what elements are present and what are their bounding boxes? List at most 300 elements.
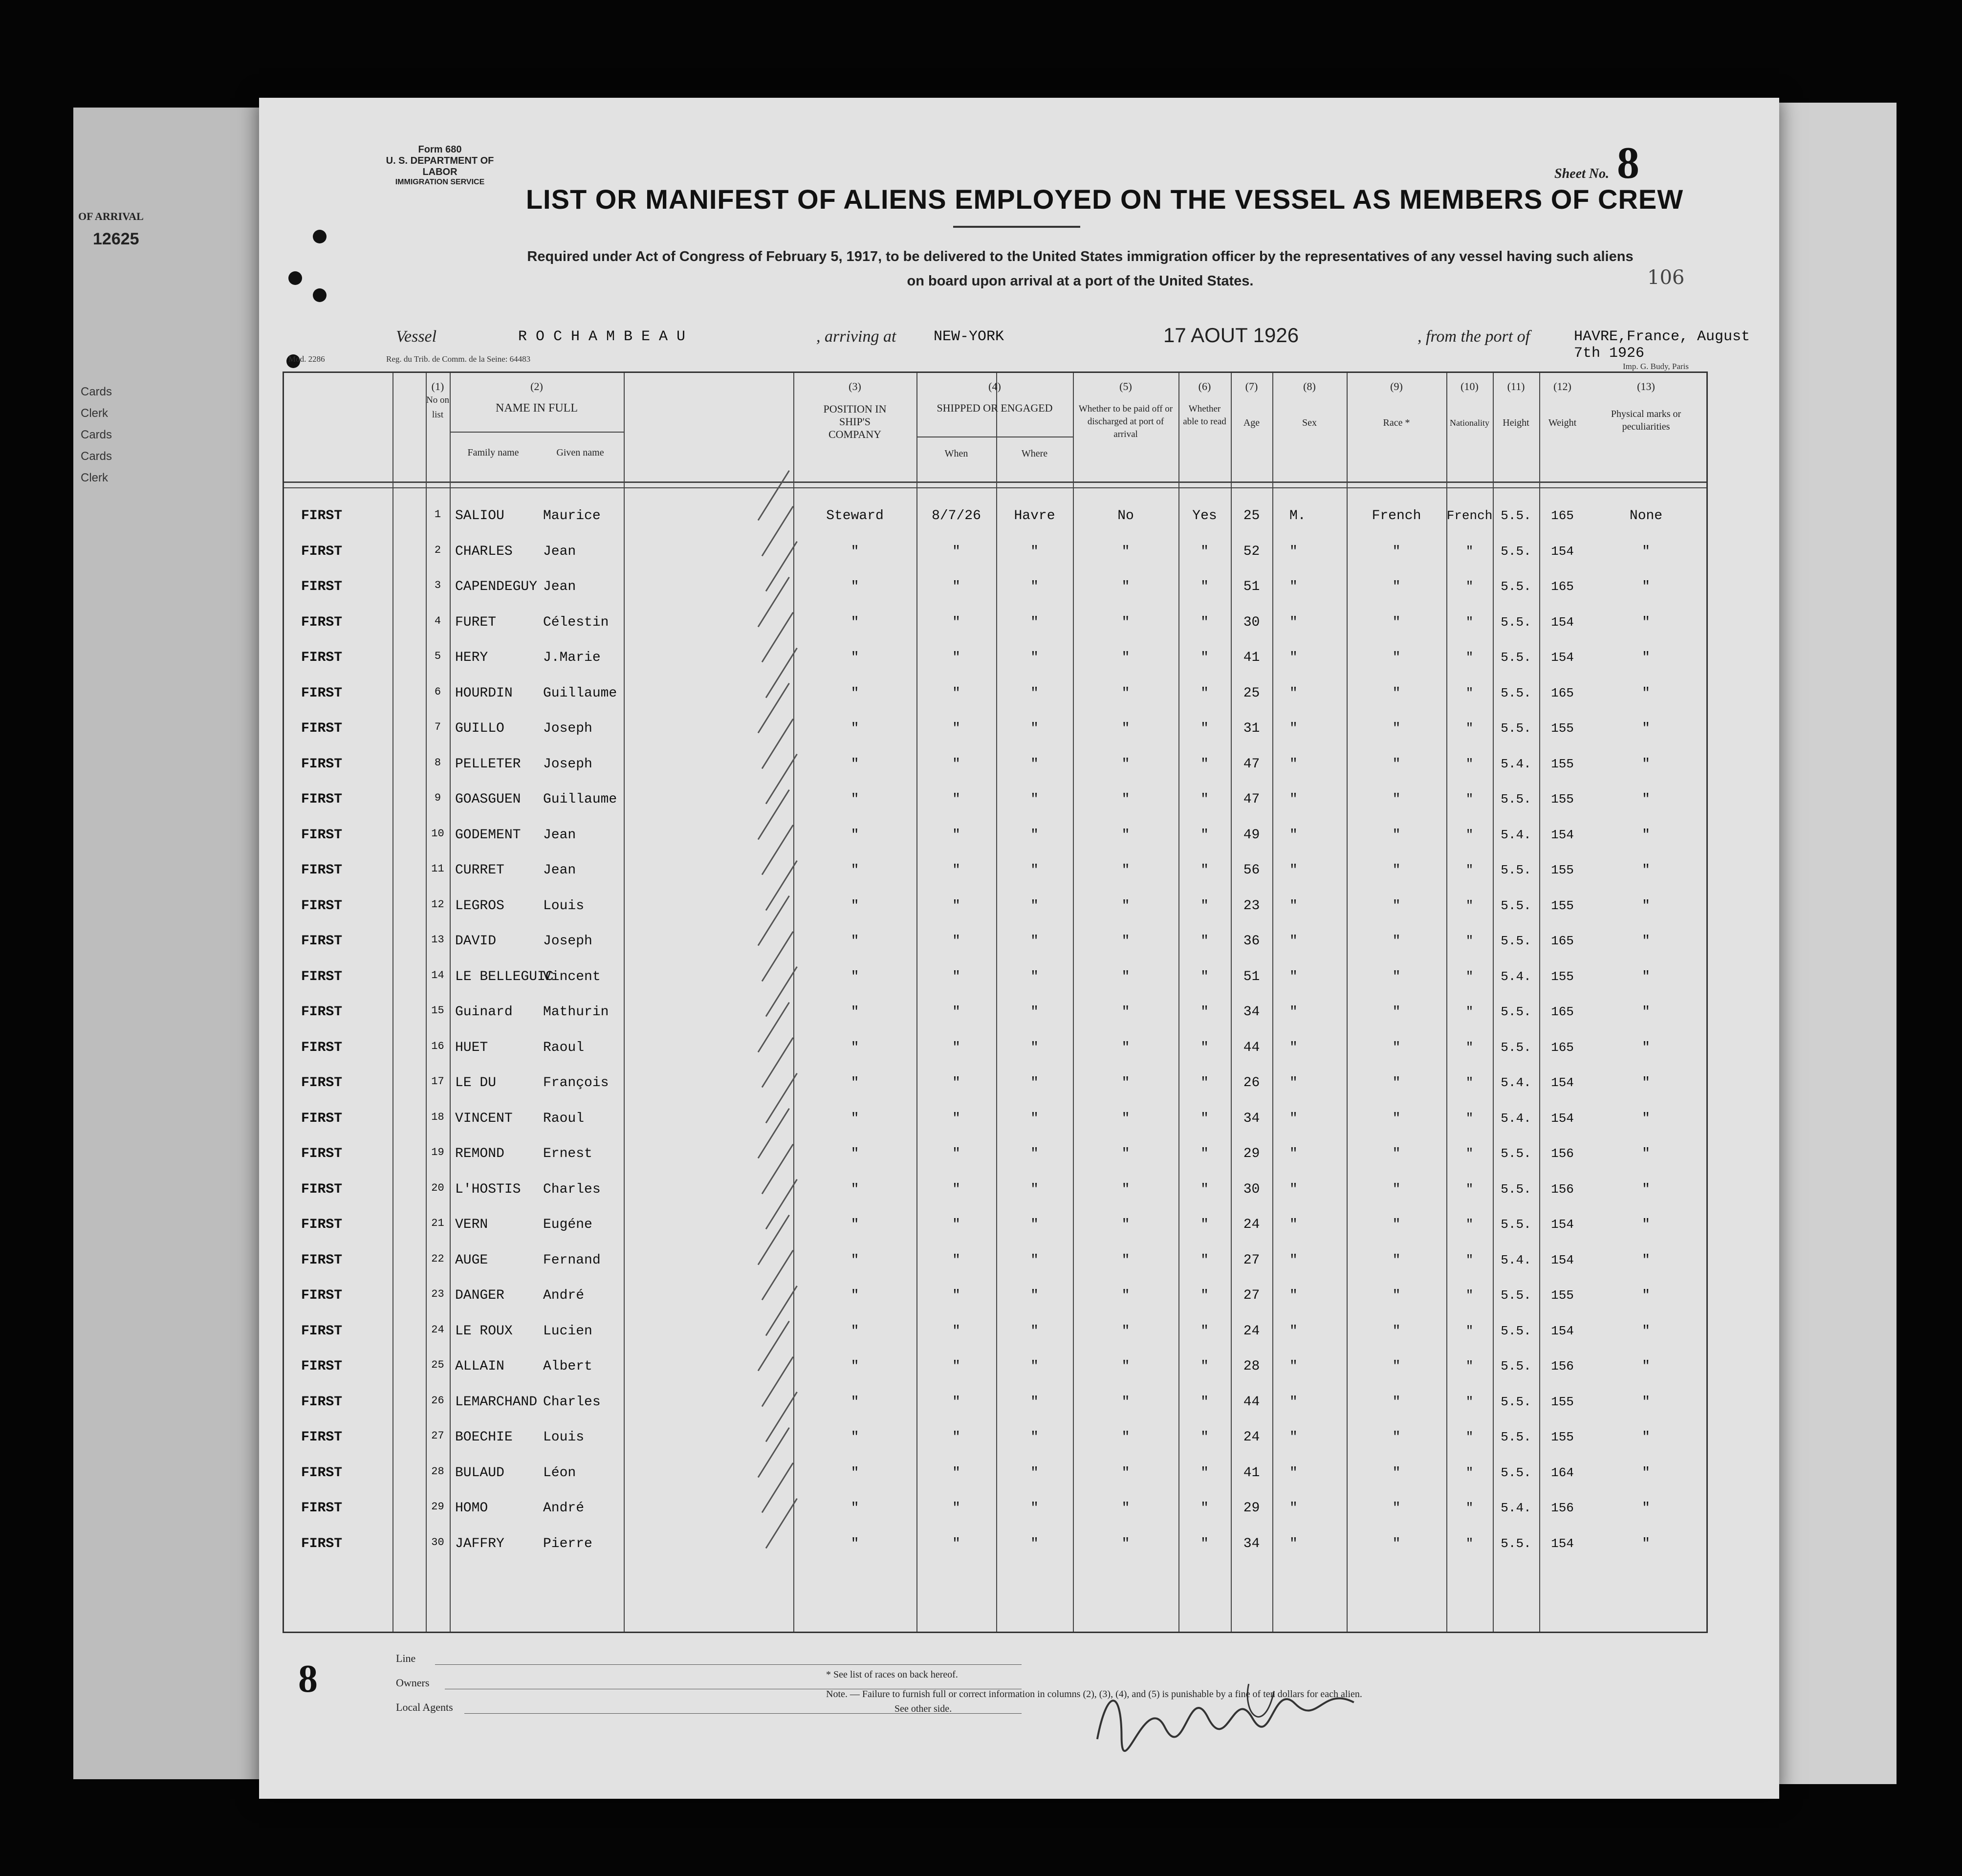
col12-header [1539, 380, 1586, 429]
cell-sex: " [1289, 1181, 1298, 1197]
cell-height: 5.5. [1501, 1288, 1531, 1303]
cell-position: " [850, 579, 859, 594]
cell-nationality: " [1465, 1040, 1474, 1055]
given-name-header: Given name [556, 447, 604, 458]
cell-age: 31 [1243, 721, 1260, 736]
cell-nationality: " [1465, 544, 1474, 559]
cell-weight: 156 [1551, 1359, 1574, 1374]
cell-race: " [1392, 721, 1401, 736]
cell-weight: 165 [1551, 508, 1574, 523]
col4-header [916, 380, 1073, 414]
cell-no: 12 [431, 898, 444, 911]
cell-sex: " [1289, 1394, 1298, 1410]
col-number: (4) [988, 380, 1001, 393]
cell-height: 5.5. [1501, 685, 1531, 700]
cell-no: 14 [431, 969, 444, 982]
cell-position: " [850, 1146, 859, 1161]
cell-weight: 154 [1551, 1217, 1574, 1232]
cell-where: " [1030, 1252, 1039, 1268]
col-title: Whether able to read [1183, 404, 1226, 427]
cell-marks: " [1642, 1040, 1650, 1055]
col-number: (9) [1390, 380, 1403, 393]
cell-marks: " [1642, 614, 1650, 630]
cell-paid: " [1121, 1501, 1130, 1516]
cell-where: " [1030, 1394, 1039, 1410]
cell-race: " [1392, 934, 1401, 949]
cell-where: " [1030, 1536, 1039, 1551]
table-row [284, 1460, 1706, 1495]
cell-marks: " [1642, 827, 1650, 843]
cell-where: " [1030, 614, 1039, 630]
cell-marks: " [1642, 1359, 1650, 1374]
col10-header [1446, 380, 1493, 429]
cell-weight: 165 [1551, 579, 1574, 594]
cell-race: " [1392, 614, 1401, 630]
cell-age: 44 [1243, 1394, 1260, 1410]
col-title: SHIPPED OR ENGAGED [937, 402, 1053, 414]
cell-sex: " [1289, 1217, 1298, 1232]
cell-age: 24 [1243, 1217, 1260, 1232]
cell-family: GUILLO [455, 721, 504, 736]
cell-no: 3 [434, 579, 441, 591]
cell-age: 51 [1243, 579, 1260, 594]
table-row [284, 715, 1706, 751]
col-title: Age [1243, 417, 1260, 428]
cell-sex: " [1289, 756, 1298, 772]
cell-height: 5.4. [1501, 756, 1531, 771]
cell-paid: " [1121, 1004, 1130, 1020]
cell-height: 5.5. [1501, 1465, 1531, 1480]
cell-age: 51 [1243, 969, 1260, 984]
registration: Reg. du Trib. de Comm. de la Seine: 64483 [386, 354, 531, 364]
cell-class: FIRST [301, 1359, 343, 1374]
col-title: Physical marks or peculiarities [1611, 409, 1681, 432]
cell-sex: " [1289, 792, 1298, 807]
cell-weight: 154 [1551, 650, 1574, 665]
cell-class: FIRST [301, 1181, 343, 1197]
cell-nationality: " [1465, 792, 1474, 807]
cell-when: 8/7/26 [932, 508, 981, 524]
cell-nationality: " [1465, 898, 1474, 913]
cell-marks: " [1642, 863, 1650, 878]
cell-family: CAPENDEGUY [455, 579, 538, 594]
printer: Imp. G. Budy, Paris [1623, 362, 1689, 371]
col-number: (12) [1553, 380, 1571, 393]
cell-weight: 165 [1551, 685, 1574, 700]
cell-age: 23 [1243, 898, 1260, 914]
cell-race: " [1392, 969, 1401, 984]
cell-height: 5.5. [1501, 1217, 1531, 1232]
cell-read: " [1200, 1465, 1209, 1481]
service-name: IMMIGRATION SERVICE [395, 178, 485, 186]
cell-given: Joseph [543, 721, 592, 736]
cell-nationality: " [1465, 685, 1474, 700]
cell-age: 41 [1243, 650, 1260, 665]
cell-nationality: " [1465, 969, 1474, 984]
cell-race: " [1392, 1536, 1401, 1551]
cell-when: " [952, 792, 960, 807]
form-number: Form 680 [418, 144, 462, 155]
cell-race: " [1392, 1111, 1401, 1126]
cell-position: " [850, 1323, 859, 1339]
cell-nationality: " [1465, 1111, 1474, 1126]
col-title: Weight [1548, 417, 1577, 428]
cell-position: " [850, 1111, 859, 1126]
cell-age: 52 [1243, 544, 1260, 559]
cell-race: " [1392, 1359, 1401, 1374]
cell-weight: 154 [1551, 1075, 1574, 1090]
subtitle [371, 244, 1789, 293]
cell-marks: " [1642, 1536, 1650, 1551]
officer-signature [1086, 1653, 1367, 1767]
col9-header [1347, 380, 1446, 429]
cell-race: " [1392, 1217, 1401, 1232]
cell-when: " [952, 1430, 960, 1445]
cell-weight: 154 [1551, 544, 1574, 559]
cell-class: FIRST [301, 1465, 343, 1481]
table-row [284, 1105, 1706, 1141]
cell-position: " [850, 1217, 859, 1232]
cell-no: 8 [434, 756, 441, 769]
arrival-label: OF ARRIVAL [78, 210, 144, 222]
cell-when: " [952, 898, 960, 914]
cell-marks: " [1642, 898, 1650, 914]
cell-read: " [1200, 614, 1209, 630]
cell-sex: " [1289, 934, 1298, 949]
cell-sex: " [1289, 1252, 1298, 1268]
cell-race: " [1392, 1252, 1401, 1268]
cell-sex: " [1289, 1146, 1298, 1161]
cell-class: FIRST [301, 1536, 343, 1551]
cell-given: Ernest [543, 1146, 592, 1161]
cell-when: " [952, 1501, 960, 1516]
cell-nationality: " [1465, 756, 1474, 771]
cell-age: 34 [1243, 1004, 1260, 1020]
cell-age: 47 [1243, 756, 1260, 772]
cell-paid: " [1121, 1040, 1130, 1055]
cell-when: " [952, 863, 960, 878]
cell-read: " [1200, 934, 1209, 949]
cards-item: Clerk [81, 407, 109, 420]
vessel-label: Vessel [396, 327, 437, 346]
col-title: NAME IN FULL [496, 402, 578, 414]
cell-class: FIRST [301, 1288, 343, 1303]
cell-when: " [952, 650, 960, 665]
cell-marks: " [1642, 650, 1650, 665]
cell-read: " [1200, 685, 1209, 701]
cell-where: " [1030, 1217, 1039, 1232]
cell-given: Charles [543, 1181, 601, 1197]
cell-where: " [1030, 1288, 1039, 1303]
cell-height: 5.5. [1501, 579, 1531, 594]
cell-where: " [1030, 1430, 1039, 1445]
col5-header [1073, 380, 1178, 441]
cell-weight: 154 [1551, 1111, 1574, 1126]
cell-paid: " [1121, 863, 1130, 878]
cell-given: Maurice [543, 508, 601, 524]
cell-read: " [1200, 1252, 1209, 1268]
col6-header [1178, 380, 1231, 428]
cell-weight: 165 [1551, 1004, 1574, 1019]
cell-family: REMOND [455, 1146, 504, 1161]
name-subheader-rule [450, 432, 624, 433]
col-title: Race * [1383, 417, 1410, 428]
cell-class: FIRST [301, 863, 343, 878]
from-port: HAVRE,France, August 7th 1926 [1574, 328, 1750, 362]
subtitle-line: Required under Act of Congress of February 5, 1917, to be delivered to the United States immigration officer by the representatives of any vessel having such aliens [527, 249, 1634, 264]
cell-read: " [1200, 1217, 1209, 1232]
cell-family: LE BELLEGUIC [455, 969, 554, 984]
manifest-sheet [259, 98, 1779, 1799]
punch-hole [313, 230, 327, 243]
cell-when: " [952, 934, 960, 949]
cell-read: " [1200, 969, 1209, 984]
cell-family: LEGROS [455, 898, 504, 914]
cell-family: HERY [455, 650, 488, 665]
cell-sex: " [1289, 1465, 1298, 1481]
cell-read: " [1200, 1075, 1209, 1091]
cell-race: " [1392, 898, 1401, 914]
cell-class: FIRST [301, 1394, 343, 1410]
cell-family: VINCENT [455, 1111, 513, 1126]
cell-age: 24 [1243, 1323, 1260, 1339]
title-underline [953, 226, 1080, 228]
cell-nationality: " [1465, 721, 1474, 736]
crew-table [283, 371, 1708, 1633]
cell-weight: 154 [1551, 827, 1574, 842]
cell-height: 5.5. [1501, 934, 1531, 948]
cell-position: " [850, 614, 859, 630]
cell-when: " [952, 969, 960, 984]
cell-race: " [1392, 650, 1401, 665]
col7-header [1231, 380, 1272, 429]
cell-family: VERN [455, 1217, 488, 1232]
shipped-subheader-rule [916, 436, 1073, 437]
cell-marks: " [1642, 1323, 1650, 1339]
cell-marks: " [1642, 1252, 1650, 1268]
cell-position: " [850, 863, 859, 878]
cell-family: CHARLES [455, 544, 513, 559]
cell-family: L'HOSTIS [455, 1181, 521, 1197]
cell-class: FIRST [301, 792, 343, 807]
cell-position: " [850, 1465, 859, 1481]
cell-when: " [952, 1181, 960, 1197]
cell-height: 5.5. [1501, 1146, 1531, 1161]
cell-height: 5.4. [1501, 827, 1531, 842]
cell-given: Célestin [543, 614, 609, 630]
cell-paid: No [1117, 508, 1134, 524]
cell-sex: " [1289, 544, 1298, 559]
cell-position: " [850, 650, 859, 665]
department-name: U. S. DEPARTMENT OF LABOR [386, 155, 494, 177]
cell-read: " [1200, 792, 1209, 807]
cell-given: André [543, 1288, 585, 1303]
page-title: LIST OR MANIFEST OF ALIENS EMPLOYED ON THE VESSEL AS MEMBERS OF CREW [525, 184, 1684, 215]
cell-race: " [1392, 1146, 1401, 1161]
cell-paid: " [1121, 1075, 1130, 1091]
cell-given: Mathurin [543, 1004, 609, 1020]
cell-given: J.Marie [543, 650, 601, 665]
cell-nationality: " [1465, 579, 1474, 594]
cell-paid: " [1121, 1323, 1130, 1339]
cell-paid: " [1121, 1536, 1130, 1551]
cell-given: Jean [543, 579, 576, 594]
cell-read: " [1200, 898, 1209, 914]
cell-family: FURET [455, 614, 497, 630]
cell-when: " [952, 1217, 960, 1232]
cell-race: French [1372, 508, 1421, 524]
cell-nationality: " [1465, 1288, 1474, 1303]
col-number: (2) [530, 380, 543, 393]
col11-header [1493, 380, 1539, 429]
cell-marks: " [1642, 792, 1650, 807]
cell-paid: " [1121, 1359, 1130, 1374]
cell-read: " [1200, 1430, 1209, 1445]
cell-no: 25 [431, 1359, 444, 1371]
cell-position: " [850, 1075, 859, 1091]
cell-sex: " [1289, 1004, 1298, 1020]
table-row [284, 502, 1706, 538]
cell-sex: " [1289, 1040, 1298, 1055]
cell-sex: " [1289, 1501, 1298, 1516]
cell-paid: " [1121, 792, 1130, 807]
cell-family: DAVID [455, 934, 497, 949]
cell-when: " [952, 1075, 960, 1091]
cell-marks: " [1642, 969, 1650, 984]
cell-position: " [850, 934, 859, 949]
cell-class: FIRST [301, 898, 343, 914]
cell-paid: " [1121, 1181, 1130, 1197]
cell-no: 4 [434, 614, 441, 627]
cell-height: 5.5. [1501, 1040, 1531, 1055]
cell-class: FIRST [301, 1146, 343, 1161]
cell-when: " [952, 756, 960, 772]
cell-given: Charles [543, 1394, 601, 1410]
cell-sex: " [1289, 898, 1298, 914]
owners-label: Owners [396, 1677, 430, 1689]
cell-no: 11 [431, 863, 444, 875]
cell-race: " [1392, 685, 1401, 701]
col8-header [1272, 380, 1347, 429]
cell-where: " [1030, 1465, 1039, 1481]
cell-race: " [1392, 1075, 1401, 1091]
cell-sex: " [1289, 721, 1298, 736]
col-number: (13) [1637, 380, 1655, 393]
cell-where: Havre [1014, 508, 1055, 524]
cell-read: " [1200, 1146, 1209, 1161]
cell-nationality: " [1465, 1217, 1474, 1232]
cell-class: FIRST [301, 650, 343, 665]
col1-header [426, 380, 450, 422]
subtitle-line: on board upon arrival at a port of the United States. [907, 273, 1254, 289]
cell-read: " [1200, 1288, 1209, 1303]
cell-family: HOURDIN [455, 685, 513, 701]
cell-race: " [1392, 1394, 1401, 1410]
cell-race: " [1392, 1040, 1401, 1055]
cell-given: Jean [543, 863, 576, 878]
table-row [284, 1318, 1706, 1353]
cell-no: 21 [431, 1217, 444, 1229]
cell-height: 5.5. [1501, 614, 1531, 630]
cell-when: " [952, 1465, 960, 1481]
cell-where: " [1030, 969, 1039, 984]
cell-family: BULAUD [455, 1465, 504, 1481]
cell-sex: " [1289, 614, 1298, 630]
cell-paid: " [1121, 1217, 1130, 1232]
cell-where: " [1030, 685, 1039, 701]
cell-class: FIRST [301, 1111, 343, 1126]
cell-no: 26 [431, 1394, 444, 1407]
cell-paid: " [1121, 1465, 1130, 1481]
cell-age: 30 [1243, 614, 1260, 630]
col-number: (10) [1461, 380, 1479, 393]
cards-item: Cards [81, 428, 112, 441]
cell-given: François [543, 1075, 609, 1091]
cell-no: 17 [431, 1075, 444, 1088]
cell-class: FIRST [301, 1004, 343, 1020]
cell-read: " [1200, 863, 1209, 878]
cell-paid: " [1121, 650, 1130, 665]
cell-sex: " [1289, 827, 1298, 843]
table-row [284, 1282, 1706, 1318]
cell-when: " [952, 544, 960, 559]
cell-where: " [1030, 1146, 1039, 1161]
cell-age: 41 [1243, 1465, 1260, 1481]
cell-weight: 155 [1551, 1430, 1574, 1444]
table-row [284, 1211, 1706, 1247]
cell-age: 25 [1243, 685, 1260, 701]
cell-weight: 154 [1551, 1323, 1574, 1338]
cell-family: AUGE [455, 1252, 488, 1268]
cell-where: " [1030, 1004, 1039, 1020]
signature-scribble [1086, 1653, 1367, 1759]
cell-height: 5.5. [1501, 792, 1531, 807]
cell-age: 36 [1243, 934, 1260, 949]
when-header: When [944, 448, 968, 459]
cell-position: " [850, 544, 859, 559]
cell-given: Eugéne [543, 1217, 592, 1232]
mod-number: Mod. 2286 [288, 354, 325, 364]
cell-position: " [850, 1004, 859, 1020]
cell-weight: 155 [1551, 756, 1574, 771]
cell-where: " [1030, 1040, 1039, 1055]
cell-family: HOMO [455, 1501, 488, 1516]
col-number: (11) [1507, 380, 1525, 393]
cell-nationality: French [1446, 508, 1493, 523]
cell-paid: " [1121, 614, 1130, 630]
cell-family: LE ROUX [455, 1323, 513, 1339]
col-number: (8) [1303, 380, 1316, 393]
cell-paid: " [1121, 1111, 1130, 1126]
cell-position: " [850, 898, 859, 914]
cell-height: 5.5. [1501, 1359, 1531, 1374]
cell-given: Louis [543, 898, 585, 914]
cell-height: 5.5. [1501, 898, 1531, 913]
cell-class: FIRST [301, 544, 343, 559]
cell-nationality: " [1465, 1004, 1474, 1019]
cell-race: " [1392, 1430, 1401, 1445]
cell-when: " [952, 1536, 960, 1551]
table-row [284, 680, 1706, 716]
cell-family: JAFFRY [455, 1536, 504, 1551]
cell-nationality: " [1465, 934, 1474, 948]
cell-nationality: " [1465, 650, 1474, 665]
cell-weight: 155 [1551, 1394, 1574, 1409]
cell-position: " [850, 827, 859, 843]
cell-weight: 154 [1551, 1536, 1574, 1551]
cards-list [81, 381, 125, 489]
table-row [284, 1247, 1706, 1283]
